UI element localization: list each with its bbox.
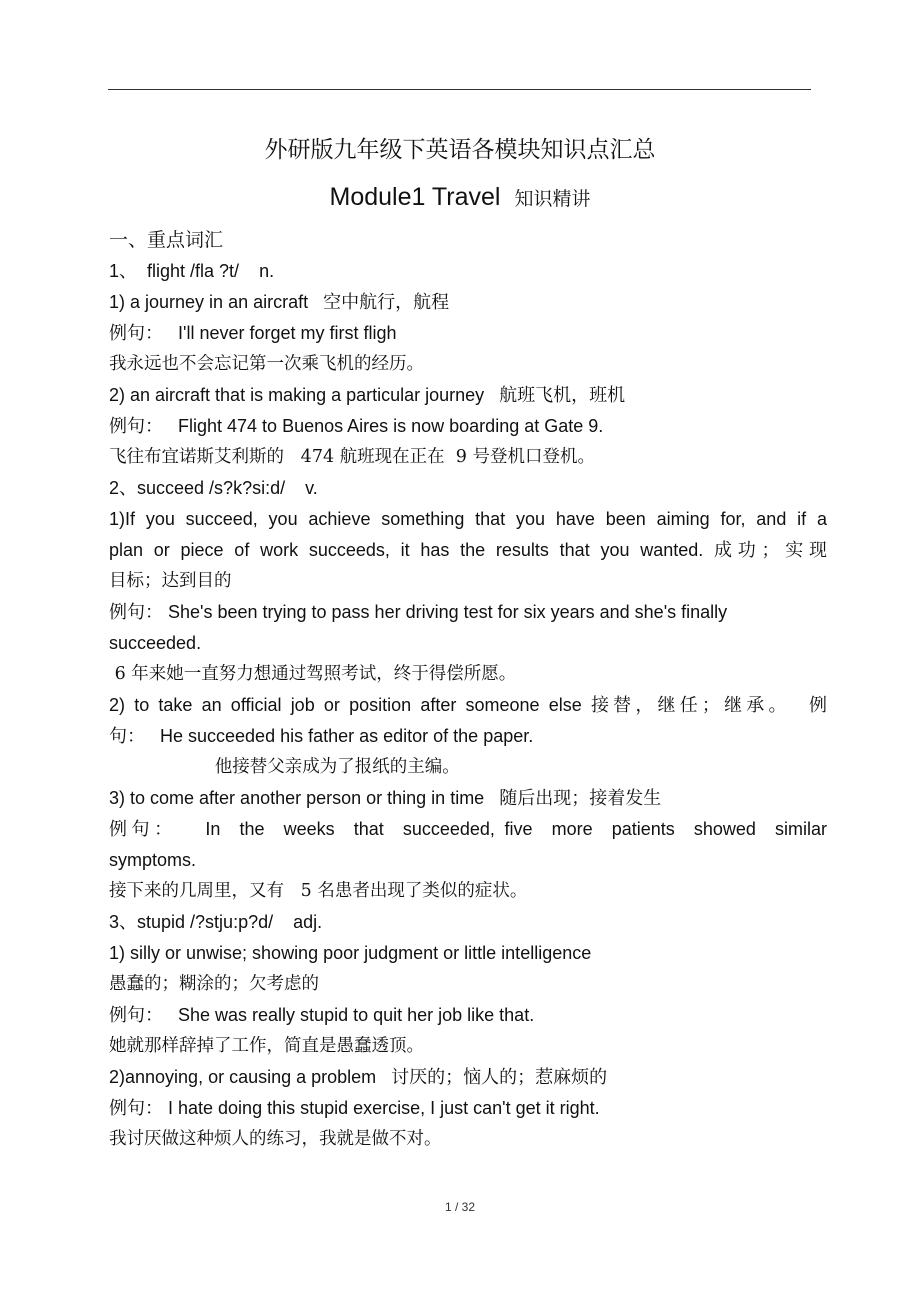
module-heading (0, 178, 920, 219)
text-line: 2) to take an official job or position after someone else 接替，继任；继承。 例 (109, 695, 827, 715)
module-title-zh: 知识精讲 (514, 188, 591, 210)
text-line: symptoms. (109, 850, 197, 870)
text-line: 1) a journey in an aircraft 空中航行，航程 (109, 292, 450, 312)
document-title: 外研版九年级下英语各模块知识点汇总 (264, 137, 656, 163)
text-line: 1、 flight /fla ?t/ n. (109, 261, 275, 281)
text-line: 3) to come after another person or thing in time 随后出现；接着发生 (109, 788, 662, 808)
text-line: 6 年来她一直努力想通过驾照考试，终于得偿所愿。 (109, 664, 517, 684)
module-title-en: Module1 Travel (329, 183, 501, 211)
text-line: 她就那样辞掉了工作，简直是愚蠢透顶。 (109, 1036, 424, 1056)
text-line: 愚蠢的；糊涂的；欠考虑的 (109, 974, 319, 994)
text-line: 1)If you succeed, you achieve something that you have been aiming for, and if a (109, 509, 827, 529)
text-line: 句： He succeeded his father as editor of the paper. (109, 726, 534, 746)
header-rule (108, 89, 811, 90)
text-line: 目标；达到目的 (109, 571, 232, 591)
text-line: 接下来的几周里，又有 5 名患者出现了类似的症状。 (109, 881, 528, 901)
document-body (109, 225, 827, 1155)
text-line: 3、stupid /?stju:p?d/ adj. (109, 912, 323, 932)
text-line: 我永远也不会忘记第一次乘飞机的经历。 (109, 354, 424, 374)
text-line: plan or piece of work succeeds, it has the results that you wanted. 成功；实现 (109, 540, 827, 560)
text-line: 例句： She was really stupid to quit her job like that. (109, 1005, 535, 1025)
text-line: 例句： Flight 474 to Buenos Aires is now boarding at Gate 9. (109, 416, 604, 436)
text-line: 飞往布宜诺斯艾利斯的 474 航班现在正在 9 号登机口登机。 (109, 447, 595, 467)
text-line: succeeded. (109, 633, 202, 653)
text-line: 例句： I'll never forget my first fligh (109, 323, 397, 343)
content-lines (109, 256, 827, 1155)
text-line: 1) silly or unwise; showing poor judgment or little intelligence (109, 943, 592, 963)
text-line: 他接替父亲成为了报纸的主编。 (109, 757, 460, 777)
text-line: 我讨厌做这种烦人的练习，我就是做不对。 (109, 1129, 442, 1149)
text-line: 2) an aircraft that is making a particular journey 航班飞机，班机 (109, 385, 626, 405)
text-line: 例句： In the weeks that succeeded, five more patients showed similar (109, 819, 827, 839)
text-line: 2)annoying, or causing a problem 讨厌的；恼人的；惹麻烦的 (109, 1067, 608, 1087)
text-line: 例句： She's been trying to pass her driving test for six years and she's finally (109, 602, 728, 622)
page-number: 1 / 32 (444, 1200, 476, 1214)
text-line: 例句： I hate doing this stupid exercise, I just can't get it right. (109, 1098, 600, 1118)
text-line: 2、succeed /s?k?si:d/ v. (109, 478, 318, 498)
section-heading: 一、重点词汇 (109, 229, 224, 251)
